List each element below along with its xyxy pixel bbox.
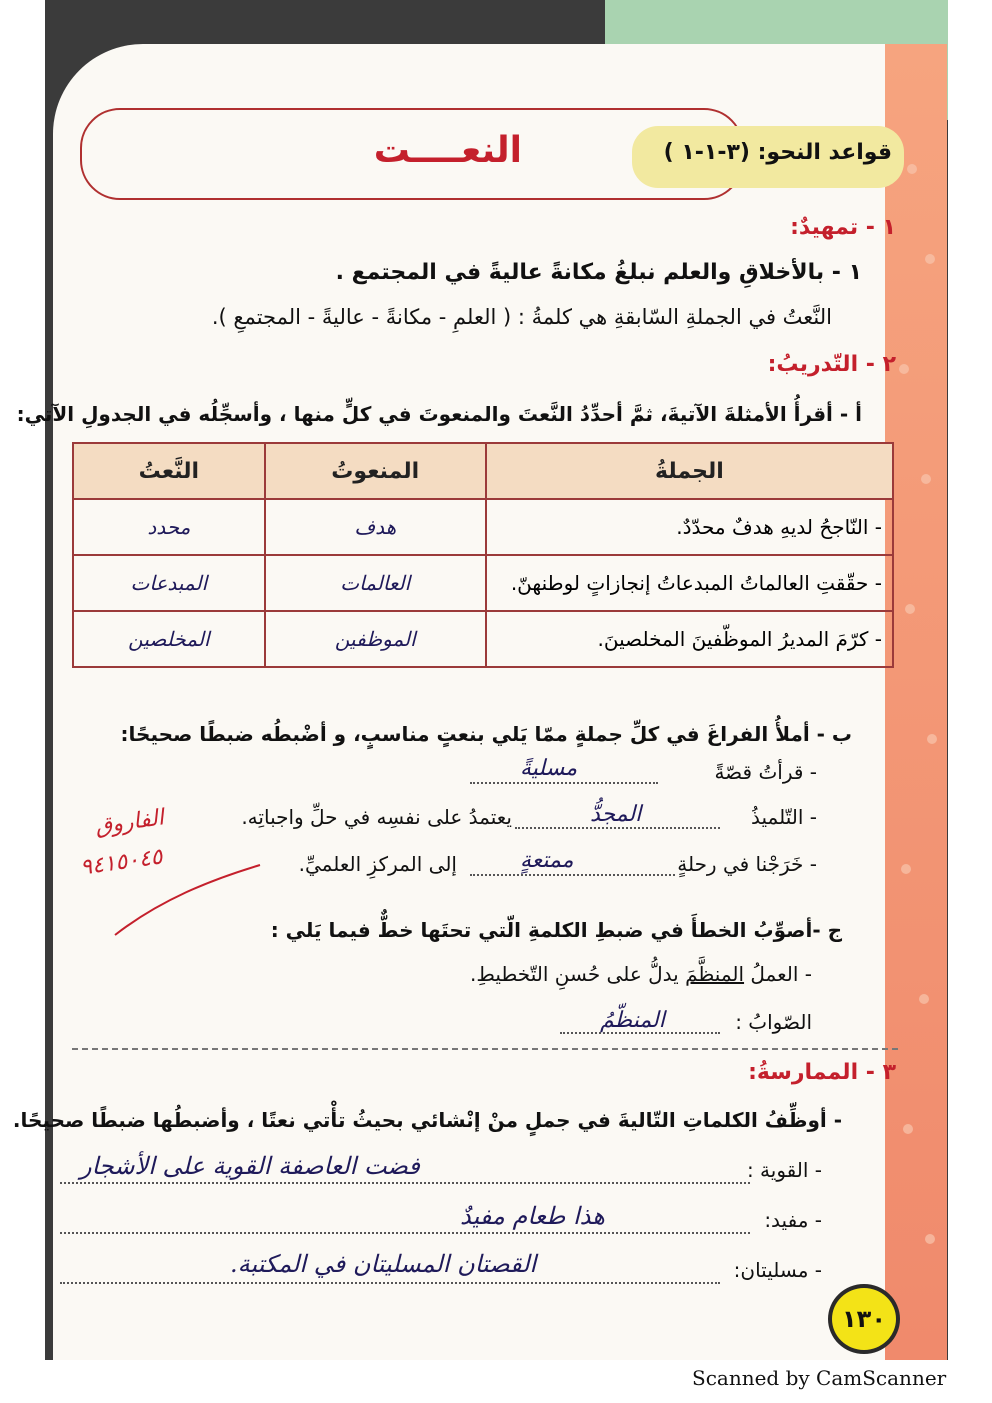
table-header-row xyxy=(73,443,893,499)
b-item-3-blank[interactable] xyxy=(470,874,675,876)
practice-item-3-answer: القصتان المسليتان في المكتبة. xyxy=(230,1250,537,1278)
training-a-instruction: أ - أقرأُ الأمثلةَ الآتيةَ، ثمَّ أحدِّدُ النَّعتَ والمنعوتَ في كلٍّ منها ، وأسجِّلُه في الجدولِ الآتي: xyxy=(16,402,862,426)
row-adjective[interactable]: محدد xyxy=(147,515,191,539)
row-sentence: - حقّقتِ العالماتُ المبدعاتُ إنجازاتٍ لوطنهنّ. xyxy=(486,555,893,611)
b-item-1-before: - قرأتُ قصّةً xyxy=(714,760,817,784)
practice-item-3-label: - مسليتان: xyxy=(733,1258,822,1282)
row-sentence: - كرّمَ المديرُ الموظّفينَ المخلصينَ. xyxy=(486,611,893,667)
margin-note-stroke xyxy=(110,860,270,940)
nat-table xyxy=(72,442,894,668)
margin-note-name: الفاروق xyxy=(93,805,166,840)
c-answer-label: الصّوابُ : xyxy=(735,1010,812,1034)
training-heading: ٢ - التّدريبُ: xyxy=(767,352,896,377)
c-sentence xyxy=(470,962,812,986)
b-item-1-answer: مسليةً xyxy=(520,756,578,781)
practice-item-2-answer: هذا طعام مفيدٌ xyxy=(460,1202,605,1230)
practice-item-2-label: - مفيد: xyxy=(764,1208,822,1232)
intro-item: ١ - بالأخلاقِ والعلم نبلغُ مكانةً عاليةً في المجتمع . xyxy=(335,260,862,285)
page-title: النعــــت xyxy=(373,130,522,171)
section-divider xyxy=(72,1048,898,1050)
b-item-2-after: يعتمدُ على نفسِه في حلِّ واجباتِه. xyxy=(241,805,512,829)
practice-item-2-line[interactable] xyxy=(60,1232,750,1234)
lesson-label: قواعد النحو: (٣-١-١ ) xyxy=(663,140,892,165)
intro-heading: ١ - تمهيدٌ: xyxy=(790,215,896,240)
table-row xyxy=(73,499,893,555)
b-item-2-answer: المجدُّ xyxy=(590,802,642,827)
c-underlined-word: المنظَّمَ xyxy=(685,962,745,986)
side-stripe xyxy=(885,44,947,1360)
c-sentence-post: يدلُّ على حُسنِ التّخطيطِ. xyxy=(470,962,686,986)
scanner-footer: Scanned by CamScanner xyxy=(692,1366,947,1390)
row-described[interactable]: العالمات xyxy=(340,571,411,595)
header-described: المنعوتُ xyxy=(265,443,486,499)
margin-note-phone: ٩٤١٥٠٤٥ xyxy=(78,844,165,881)
practice-instruction: - أوظِّفُ الكلماتِ التّاليةَ في جملٍ منْ إنْشائي بحيثُ تأْتي نعتًا ، وأضبطُها ضبطًا صحيحًا. xyxy=(12,1108,842,1132)
table-row xyxy=(73,611,893,667)
practice-item-1-label: - القوية : xyxy=(746,1158,822,1182)
b-item-2-blank[interactable] xyxy=(515,827,720,829)
intro-question: النَّعتُ في الجملةِ السّابقةِ هي كلمةُ : ( العلمِ - مكانةً - عاليةً - المجتمعِ ). xyxy=(211,305,832,329)
c-answer: المنظّمُ xyxy=(600,1008,665,1033)
training-c-instruction: ج -أصوِّبُ الخطأَ في ضبطِ الكلمةِ الّتي تحتَها خطٌّ فيما يَلي : xyxy=(270,918,842,942)
table-row xyxy=(73,555,893,611)
row-described[interactable]: الموظفين xyxy=(334,627,416,651)
b-item-3-answer: ممتعةٍ xyxy=(520,848,574,873)
header-sentence: الجملةُ xyxy=(486,443,893,499)
practice-item-3-line[interactable] xyxy=(60,1282,720,1284)
row-described[interactable]: هدف xyxy=(354,515,397,539)
row-adjective[interactable]: المخلصين xyxy=(128,627,210,651)
row-adjective[interactable]: المبدعات xyxy=(130,571,208,595)
practice-item-1-line[interactable] xyxy=(60,1182,750,1184)
page-number-badge xyxy=(828,1284,900,1354)
b-item-2-before: - التّلميذُ xyxy=(751,805,817,829)
training-b-instruction: ب - أملأُ الفراغَ في كلِّ جملةٍ ممّا يَلي بنعتٍ مناسبٍ، و أضْبطُه ضبطًا صحيحًا: xyxy=(120,722,852,746)
b-item-3-after: إلى المركزِ العلميِّ. xyxy=(298,852,457,876)
practice-item-1-answer: فضت العاصفة القوية على الأشجار xyxy=(80,1152,420,1180)
page-number: ١٣٠ xyxy=(842,1305,886,1333)
header-adjective: النَّعتُ xyxy=(73,443,265,499)
b-item-3-before: - خَرَجْنا في رحلةٍ xyxy=(677,852,817,876)
row-sentence: - النّاجحُ لديهِ هدفٌ محدّدٌ. xyxy=(486,499,893,555)
b-item-1-blank[interactable] xyxy=(470,782,658,784)
practice-heading: ٣ - الممارسةُ: xyxy=(748,1060,896,1085)
c-sentence-pre: - العملُ xyxy=(744,962,812,986)
